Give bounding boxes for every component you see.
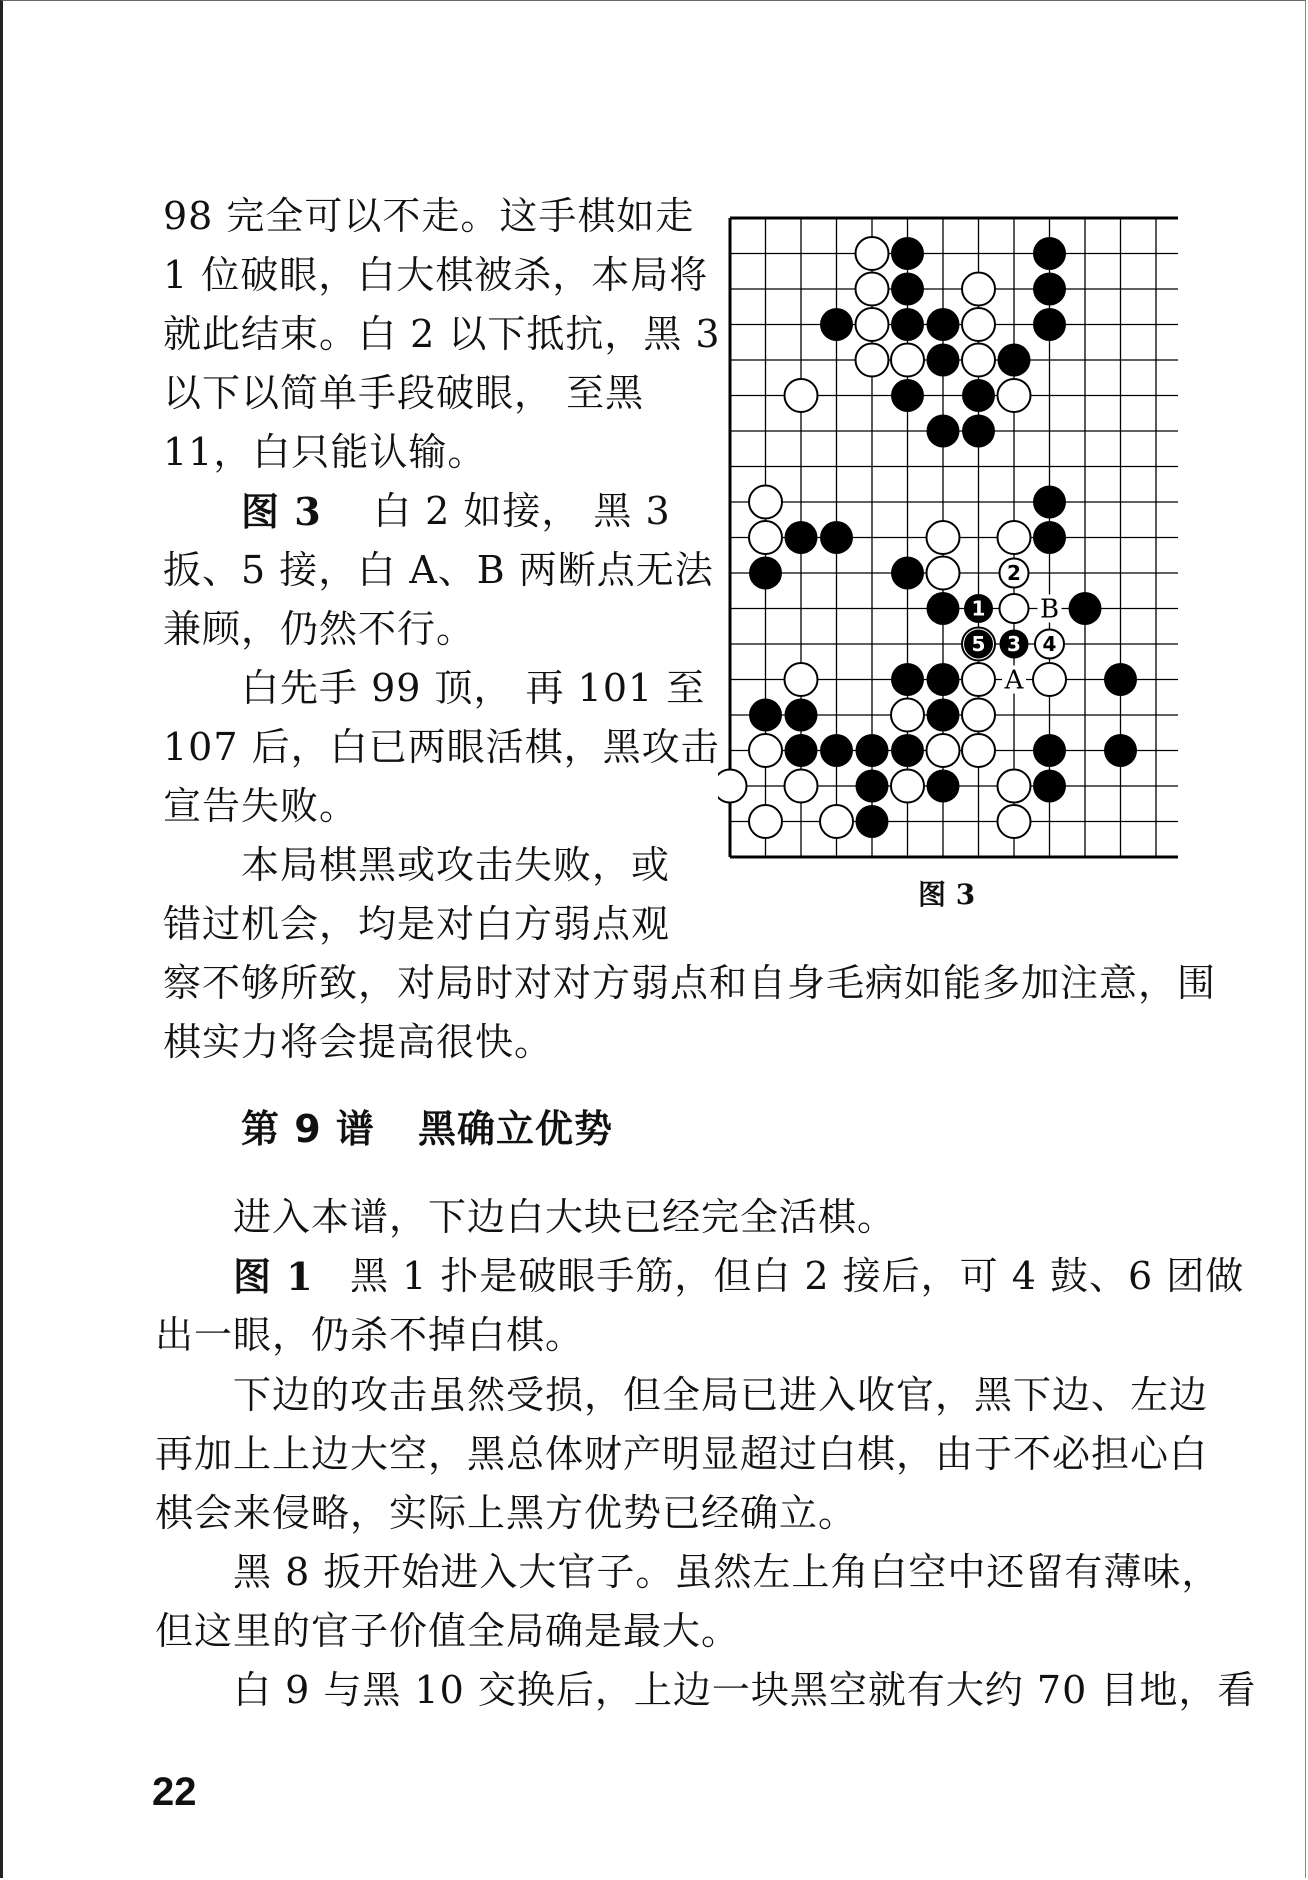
- black-stone: [1033, 308, 1066, 341]
- text-line: 黑 1 扑是破眼手筋，但白 2 接后，可 4 鼓、6 团做: [350, 1254, 1245, 1298]
- point-letter: B: [1039, 594, 1060, 625]
- text-line: 棋实力将会提高很快。: [163, 1020, 554, 1064]
- text-line: 白 2 如接， 黑 3: [373, 489, 671, 533]
- text-line: 兼顾，仍然不行。: [163, 607, 476, 651]
- black-stone: [998, 344, 1031, 377]
- black-stone: [1033, 734, 1066, 767]
- black-stone: [891, 273, 924, 306]
- white-stone: [962, 344, 995, 377]
- diagram-caption: 图 3: [918, 878, 976, 911]
- white-stone: [998, 805, 1031, 838]
- white-stone: [962, 273, 995, 306]
- text-line: 107 后，白已两眼活棋，黑攻击: [163, 725, 720, 769]
- text-line: 就此结束。白 2 以下抵抗，黑 3: [163, 312, 721, 356]
- move-number: 5: [971, 632, 986, 656]
- text-line: 察不够所致，对局时对对方弱点和自身毛病如能多加注意，围: [163, 961, 1217, 1005]
- white-stone: [820, 805, 853, 838]
- black-stone: [820, 521, 853, 554]
- text-line: 1 位破眼，白大棋被杀，本局将: [163, 253, 709, 297]
- white-stone: [856, 237, 889, 270]
- figure-label: 图 3: [241, 489, 322, 534]
- white-stone: [856, 344, 889, 377]
- text-line: 但这里的官子价值全局确是最大。: [155, 1609, 741, 1653]
- text-line: 宣告失败。: [163, 784, 359, 828]
- white-stone: [998, 770, 1031, 803]
- text-line: 本局棋黑或攻击失败，或: [241, 843, 671, 887]
- text-line: 扳、5 接，白 A、B 两断点无法: [163, 548, 714, 592]
- white-stone: [962, 663, 995, 696]
- black-stone: [891, 308, 924, 341]
- figure-label: 图 1: [233, 1254, 314, 1299]
- black-stone: [856, 770, 889, 803]
- text-line: 以下以简单手段破眼， 至黑: [163, 371, 645, 415]
- text-line: 98 完全可以不走。这手棋如走: [163, 194, 695, 238]
- black-stone: [749, 699, 782, 732]
- black-stone: [891, 734, 924, 767]
- white-stone: [785, 379, 818, 412]
- move-number: 1: [971, 596, 986, 621]
- black-stone: [962, 415, 995, 448]
- black-stone: [891, 237, 924, 270]
- black-stone: [891, 557, 924, 590]
- white-stone: [891, 770, 924, 803]
- black-stone: [1069, 592, 1102, 625]
- black-stone: [1033, 521, 1066, 554]
- white-stone: [962, 308, 995, 341]
- white-stone-numbered: [1000, 594, 1029, 623]
- black-stone: [749, 557, 782, 590]
- black-stone: [891, 663, 924, 696]
- white-stone: [785, 663, 818, 696]
- page-number: 22: [152, 1770, 197, 1814]
- black-stone: [1033, 273, 1066, 306]
- white-stone: [785, 770, 818, 803]
- black-stone: [1033, 486, 1066, 519]
- black-stone: [856, 734, 889, 767]
- move-number: 3: [1007, 632, 1021, 656]
- section-title: 黑确立优势: [418, 1107, 614, 1151]
- white-stone: [856, 308, 889, 341]
- move-number: 4: [1042, 632, 1057, 656]
- black-stone: [962, 379, 995, 412]
- point-letter: A: [1004, 665, 1024, 696]
- white-stone: [718, 770, 747, 803]
- black-stone: [927, 592, 960, 625]
- black-stone: [820, 308, 853, 341]
- black-stone: [1033, 237, 1066, 270]
- black-stone: [927, 699, 960, 732]
- text-line: 白 9 与黑 10 交换后，上边一块黑空就有大约 70 目地，看: [233, 1668, 1257, 1712]
- text-line: 出一眼，仍杀不掉白棋。: [155, 1313, 585, 1357]
- white-stone: [998, 521, 1031, 554]
- white-stone: [891, 699, 924, 732]
- white-stone: [927, 521, 960, 554]
- white-stone: [749, 486, 782, 519]
- text-line: 下边的攻击虽然受损，但全局已进入收官，黑下边、左边: [233, 1373, 1209, 1417]
- go-diagram: [718, 212, 1178, 862]
- white-stone: [998, 379, 1031, 412]
- white-stone: [891, 344, 924, 377]
- black-stone: [927, 770, 960, 803]
- white-stone: [856, 273, 889, 306]
- white-stone: [927, 734, 960, 767]
- text-line: 进入本谱，下边白大块已经完全活棋。: [233, 1195, 897, 1239]
- text-line: 白先手 99 顶， 再 101 至: [241, 666, 706, 710]
- black-stone: [1104, 663, 1137, 696]
- text-line: 错过机会，均是对白方弱点观: [163, 902, 671, 946]
- black-stone: [856, 805, 889, 838]
- white-stone: [749, 805, 782, 838]
- black-stone: [1033, 770, 1066, 803]
- text-line: 11，白只能认输。: [163, 430, 487, 474]
- text-line: 再加上上边大空，黑总体财产明显超过白棋，由于不必担心白: [155, 1432, 1209, 1476]
- black-stone: [927, 344, 960, 377]
- white-stone: [749, 734, 782, 767]
- black-stone: [820, 734, 853, 767]
- white-stone: [962, 699, 995, 732]
- black-stone: [927, 308, 960, 341]
- black-stone: [891, 379, 924, 412]
- white-stone: [927, 557, 960, 590]
- black-stone: [785, 521, 818, 554]
- white-stone: [749, 521, 782, 554]
- black-stone: [927, 663, 960, 696]
- white-stone: [1033, 663, 1066, 696]
- black-stone: [1104, 734, 1137, 767]
- text-line: 棋会来侵略，实际上黑方优势已经确立。: [155, 1491, 858, 1535]
- black-stone: [927, 415, 960, 448]
- white-stone: [962, 734, 995, 767]
- black-stone: [785, 734, 818, 767]
- black-stone: [785, 699, 818, 732]
- move-number: 2: [1007, 561, 1021, 585]
- text-line: 黑 8 扳开始进入大官子。虽然左上角白空中还留有薄味，: [233, 1550, 1221, 1594]
- section-number: 第 9 谱: [241, 1107, 375, 1151]
